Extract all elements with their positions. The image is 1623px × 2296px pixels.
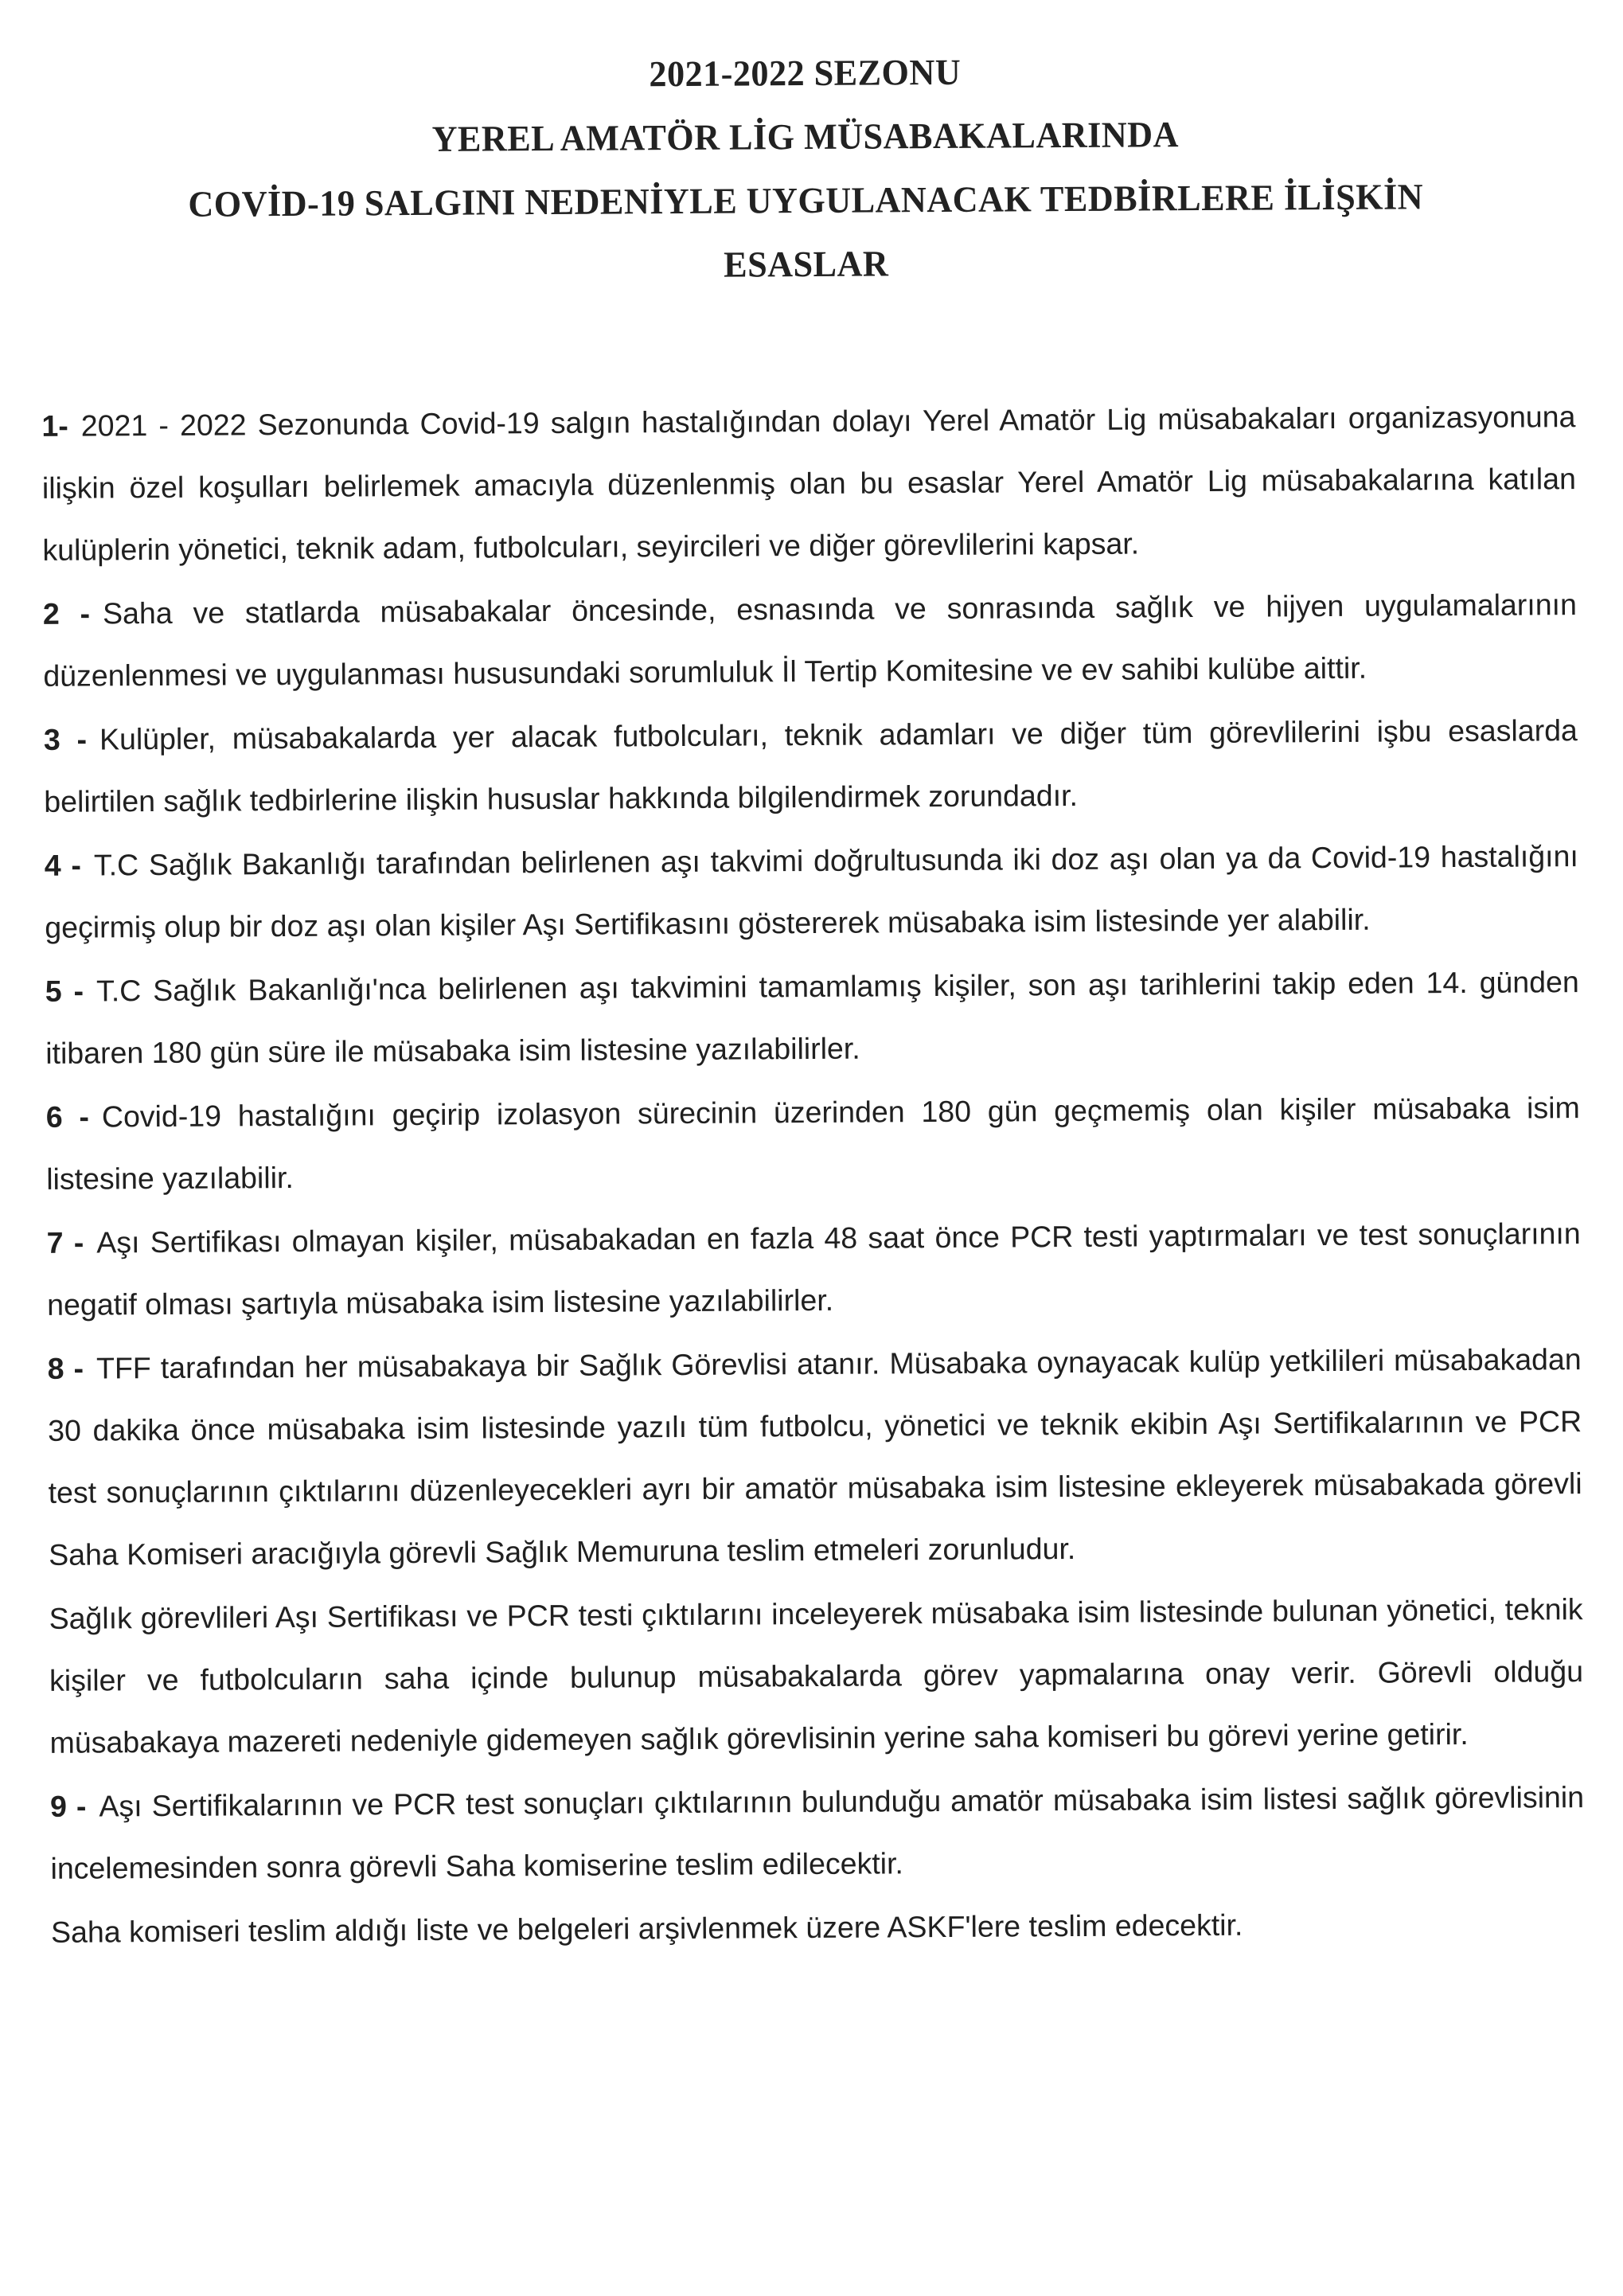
paragraph-9-text: Aşı Sertifikalarının ve PCR test sonuçları çıktılarının bulunduğu amatör müsabaka isim listesi sağlık görevlisinin incelemesinden sonra görevli Saha komiserine teslim edilecektir.: [50, 1780, 1584, 1885]
paragraph-8-continuation: [49, 1578, 1583, 1774]
paragraph-1: [41, 385, 1576, 581]
paragraph-6: [46, 1076, 1581, 1210]
paragraph-9: [50, 1766, 1585, 1900]
paragraph-3: [44, 699, 1578, 833]
paragraph-3-number: 3 -: [44, 723, 87, 756]
paragraph-8-continuation-text: Sağlık görevlileri Aşı Sertifikası ve PCR testi çıktılarını inceleyerek müsabaka isim listesinde bulunan yönetici, teknik kişiler ve futbolcuların saha içinde bulunup müsabakalarda görev yapmalarına onay verir. Görevli olduğu müsabakaya mazereti nedeniyle gidemeyen sağlık görevlisinin yerine saha komiseri bu görevi yerine getirir.: [49, 1592, 1583, 1759]
paragraph-9-number: 9 -: [50, 1790, 87, 1823]
paragraph-7-number: 7 -: [47, 1226, 84, 1259]
paragraph-4-number: 4 -: [45, 849, 81, 882]
paragraph-8-text: TFF tarafından her müsabakaya bir Sağlık Görevlisi atanır. Müsabaka oynayacak kulüp yetkilileri müsabakadan 30 dakika önce müsabaka isim listesinde yazılı tüm futbolcu, yönetici ve teknik ekibin Aşı Sertifikalarının ve PCR test sonuçlarının çıktılarını düzenleyecekleri ayrı bir amatör müsabaka isim listesine ekleyerek müsabakada görevli Saha Komiseri aracığıyla görevli Sağlık Memuruna teslim etmeleri zorunludur.: [48, 1342, 1582, 1572]
title-line-league: YEREL AMATÖR LİG MÜSABAKALARINDA: [26, 100, 1585, 174]
title-line-esaslar: ESASLAR: [27, 228, 1586, 301]
paragraph-1-number: 1-: [41, 409, 68, 443]
paragraph-8-number: 8 -: [48, 1352, 84, 1385]
paragraph-5: [45, 951, 1580, 1084]
paragraph-7-text: Aşı Sertifikası olmayan kişiler, müsabakadan en fazla 48 saat önce PCR testi yaptırmaları ve test sonuçlarının negatif olması şartıyla müsabaka isim listesine yazılabilirler.: [47, 1216, 1581, 1322]
paragraph-4-text: T.C Sağlık Bakanlığı tarafından belirlenen aşı takvimi doğrultusunda iki doz aşı olan ya da Covid-19 hastalığını geçirmiş olup bir doz aşı olan kişiler Aşı Sertifikasını göstererek müsabaka isim listesinde yer alabilir.: [45, 839, 1578, 944]
paragraph-1-text: 2021 - 2022 Sezonunda Covid-19 salgın hastalığından dolayı Yerel Amatör Lig müsabakaları organizasyonuna ilişkin özel koşulları belirlemek amacıyla düzenlenmiş olan bu esaslar Yerel Amatör Lig müsabakalarına katılan kulüplerin yönetici, teknik adam, futbolcuları, seyircileri ve diğer görevlilerini kapsar.: [42, 400, 1576, 567]
paragraph-2-text: Saha ve statlarda müsabakalar öncesinde, esnasında ve sonrasında sağlık ve hijyen uygulamalarının düzenlenmesi ve uygulanması hususundaki sorumluluk İl Tertip Komitesine ve ev sahibi kulübe aittir.: [43, 588, 1577, 693]
paragraph-2-number: 2 -: [43, 597, 90, 631]
paragraph-4: [45, 825, 1579, 959]
paragraph-closing: [51, 1892, 1585, 1963]
paragraph-5-number: 5 -: [45, 974, 84, 1008]
paragraph-6-text: Covid-19 hastalığını geçirip izolasyon sürecinin üzerinden 180 gün geçmemiş olan kişiler müsabaka isim listesine yazılabilir.: [46, 1091, 1580, 1196]
document-body: [41, 385, 1585, 1963]
paragraph-2: [43, 573, 1578, 707]
title-line-covid: COVİD-19 SALGINI NEDENİYLE UYGULANACAK TEDBİRLERE İLİŞKİN: [26, 164, 1585, 237]
paragraph-closing-text: Saha komiseri teslim aldığı liste ve belgeleri arşivlenmek üzere ASKF'lere teslim edecektir.: [51, 1908, 1243, 1949]
paragraph-3-text: Kulüpler, müsabakalarda yer alacak futbolcuları, teknik adamları ve diğer tüm görevlilerini işbu esaslarda belirtilen sağlık tedbirlerine ilişkin hususlar hakkında bilgilendirmek zorundadır.: [44, 713, 1578, 818]
paragraph-7: [46, 1202, 1581, 1336]
paragraph-8: [47, 1328, 1582, 1586]
title-line-season: 2021-2022 SEZONU: [25, 37, 1584, 110]
paragraph-6-number: 6 -: [46, 1100, 89, 1134]
paragraph-5-text: T.C Sağlık Bakanlığı'nca belirlenen aşı takvimini tamamlamış kişiler, son aşı tarihlerini takip eden 14. günden itibaren 180 gün süre ile müsabaka isim listesine yazılabilirler.: [45, 965, 1579, 1070]
document-title: [0, 0, 1617, 301]
